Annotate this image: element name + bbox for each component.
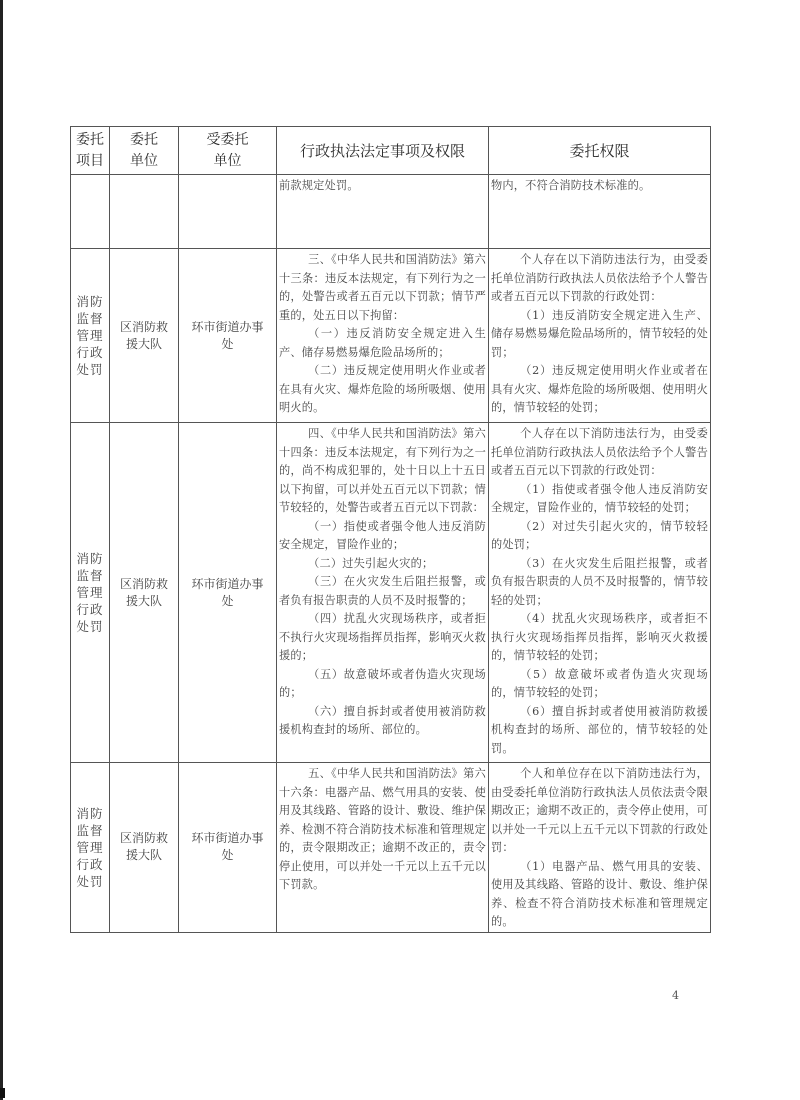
header-delegated-item bbox=[71, 127, 110, 175]
cell-delegate bbox=[179, 175, 277, 249]
table-row bbox=[71, 249, 711, 423]
cell-unit: 区消防救援大队 bbox=[110, 763, 179, 933]
page-number: 4 bbox=[672, 989, 679, 1002]
paragraph: （1）违反消防安全规定进入生产、储存易燃易爆危险品场所的，情节较轻的处罚； bbox=[491, 308, 708, 359]
paragraph: 个人存在以下消防违法行为，由受委托单位消防行政执法人员依法给予个人警告或者五百元以下罚款的行政处罚： bbox=[491, 427, 708, 477]
cell-authority bbox=[489, 175, 711, 249]
cell-statutory bbox=[277, 423, 489, 763]
paragraph: （三）在火灾发生后阻拦报警，或者负有报告职责的人员不及时报警的； bbox=[279, 575, 486, 607]
cell-authority bbox=[489, 763, 711, 933]
cell-item: 消防监督管理行政处罚 bbox=[71, 249, 110, 423]
paragraph: （2）对过失引起火灾的，情节较轻的处罚； bbox=[491, 519, 708, 551]
paragraph: （二）违反规定使用明火作业或者在具有火灾、爆炸危险的场所吸烟、使用明火的。 bbox=[279, 364, 486, 414]
cell-statutory bbox=[277, 175, 489, 249]
paragraph: （二）过失引起火灾的； bbox=[308, 556, 434, 570]
scan-edge-shadow bbox=[0, 0, 3, 1100]
paragraph: （2）违反规定使用明火作业或者在具有火灾、爆炸危险的场所吸烟、使用明火的，情节较轻的处罚； bbox=[491, 364, 708, 414]
header-line: 单位 bbox=[130, 152, 158, 169]
paragraph: 四、《中华人民共和国消防法》第六十四条：违反本法规定，有下列行为之一的，尚不构成犯罪的，处十日以上十五日以下拘留，可以并处五百元以下罚款；情节较轻的，处警告或者五百元以下罚款： bbox=[279, 427, 486, 514]
paragraph: 五、《中华人民共和国消防法》第六十六条：电器产品、燃气用具的安装、使用及其线路、管路的设计、敷设、维护保养、检测不符合消防技术标准和管理规定的，责令限期改正；逾期不改正的，责令停止使用，可以并处一千元以上五千元以下罚款。 bbox=[279, 767, 486, 891]
cell-item: 消防监督管理行政处罚 bbox=[71, 763, 110, 933]
statutory-text: 前款规定处罚。 bbox=[279, 179, 359, 192]
header-line: 委托 bbox=[130, 131, 158, 148]
cell-authority bbox=[489, 423, 711, 763]
table-header-row bbox=[71, 127, 711, 175]
paragraph: 个人存在以下消防违法行为，由受委托单位消防行政执法人员依法给予个人警告或者五百元以下罚款的行政处罚： bbox=[491, 253, 708, 303]
authority-text bbox=[489, 249, 710, 418]
authority-text bbox=[489, 423, 710, 758]
paragraph: 三、《中华人民共和国消防法》第六十三条：违反本法规定，有下列行为之一的，处警告或者五百元以下罚款；情节严重的，处五日以下拘留： bbox=[279, 253, 486, 322]
cell-item: 消防监督管理行政处罚 bbox=[71, 423, 110, 763]
cell-statutory bbox=[277, 249, 489, 423]
paragraph: （3）在火灾发生后阻拦报警，或者负有报告职责的人员不及时报警的，情节较轻的处罚； bbox=[491, 556, 708, 607]
paragraph: （4）扰乱火灾现场秩序，或者拒不执行火灾现场指挥员指挥，影响灭火救援的，情节较轻的处罚； bbox=[491, 612, 708, 662]
table-row-continued bbox=[71, 175, 711, 249]
authority-text: 物内，不符合消防技术标准的。 bbox=[491, 179, 651, 192]
header-line: 项目 bbox=[76, 152, 104, 169]
paragraph: （五）故意破坏或者伪造火灾现场的； bbox=[279, 667, 486, 699]
cell-statutory bbox=[277, 763, 489, 933]
authority-text bbox=[489, 763, 710, 932]
scan-edge-mark bbox=[0, 1088, 5, 1098]
cell-item bbox=[71, 175, 110, 249]
statutory-text bbox=[277, 423, 488, 740]
paragraph: （1）指使或者强令他人违反消防安全规定，冒险作业的，情节较轻的处罚； bbox=[491, 482, 708, 514]
header-delegated-authority: 委托权限 bbox=[489, 127, 711, 175]
cell-delegate: 环市街道办事处 bbox=[179, 763, 277, 933]
header-line: 委托 bbox=[76, 131, 104, 148]
header-statutory-matters: 行政执法法定事项及权限 bbox=[277, 127, 489, 175]
delegation-table bbox=[70, 126, 711, 933]
header-delegate-unit bbox=[179, 127, 277, 175]
cell-delegate: 环市街道办事处 bbox=[179, 249, 277, 423]
cell-unit bbox=[110, 175, 179, 249]
paragraph: （一）指使或者强令他人违反消防安全规定，冒险作业的； bbox=[279, 519, 486, 551]
table-row bbox=[71, 423, 711, 763]
paragraph: （1）电器产品、燃气用具的安装、使用及其线路、管路的设计、敷设、维护保养、检查不符合消防技术标准和管理规定的。 bbox=[491, 859, 708, 928]
paragraph: （6）擅自拆封或者使用被消防救援机构查封的场所、部位的，情节较轻的处罚。 bbox=[491, 704, 708, 755]
cell-unit: 区消防救援大队 bbox=[110, 249, 179, 423]
table-row bbox=[71, 763, 711, 933]
header-line: 受委托 bbox=[206, 131, 249, 148]
paragraph: （一）违反消防安全规定进入生产、储存易燃易爆危险品场所的； bbox=[279, 327, 486, 359]
cell-authority bbox=[489, 249, 711, 423]
cell-unit: 区消防救援大队 bbox=[110, 423, 179, 763]
statutory-text bbox=[277, 249, 488, 418]
header-delegating-unit bbox=[110, 127, 179, 175]
header-line: 单位 bbox=[213, 152, 242, 169]
statutory-text bbox=[277, 763, 488, 895]
paragraph: 个人和单位存在以下消防违法行为，由受委托单位消防行政执法人员依法责令限期改正；逾期不改正的，责令停止使用，可以并处一千元以上五千元以下罚款的行政处罚： bbox=[491, 767, 708, 854]
cell-delegate: 环市街道办事处 bbox=[179, 423, 277, 763]
paragraph: （四）扰乱火灾现场秩序，或者拒不执行火灾现场指挥员指挥，影响灭火救援的； bbox=[279, 612, 486, 662]
paragraph: （六）擅自拆封或者使用被消防救援机构查封的场所、部位的。 bbox=[279, 704, 486, 736]
paragraph: （5）故意破坏或者伪造火灾现场的，情节较轻的处罚； bbox=[491, 667, 708, 699]
